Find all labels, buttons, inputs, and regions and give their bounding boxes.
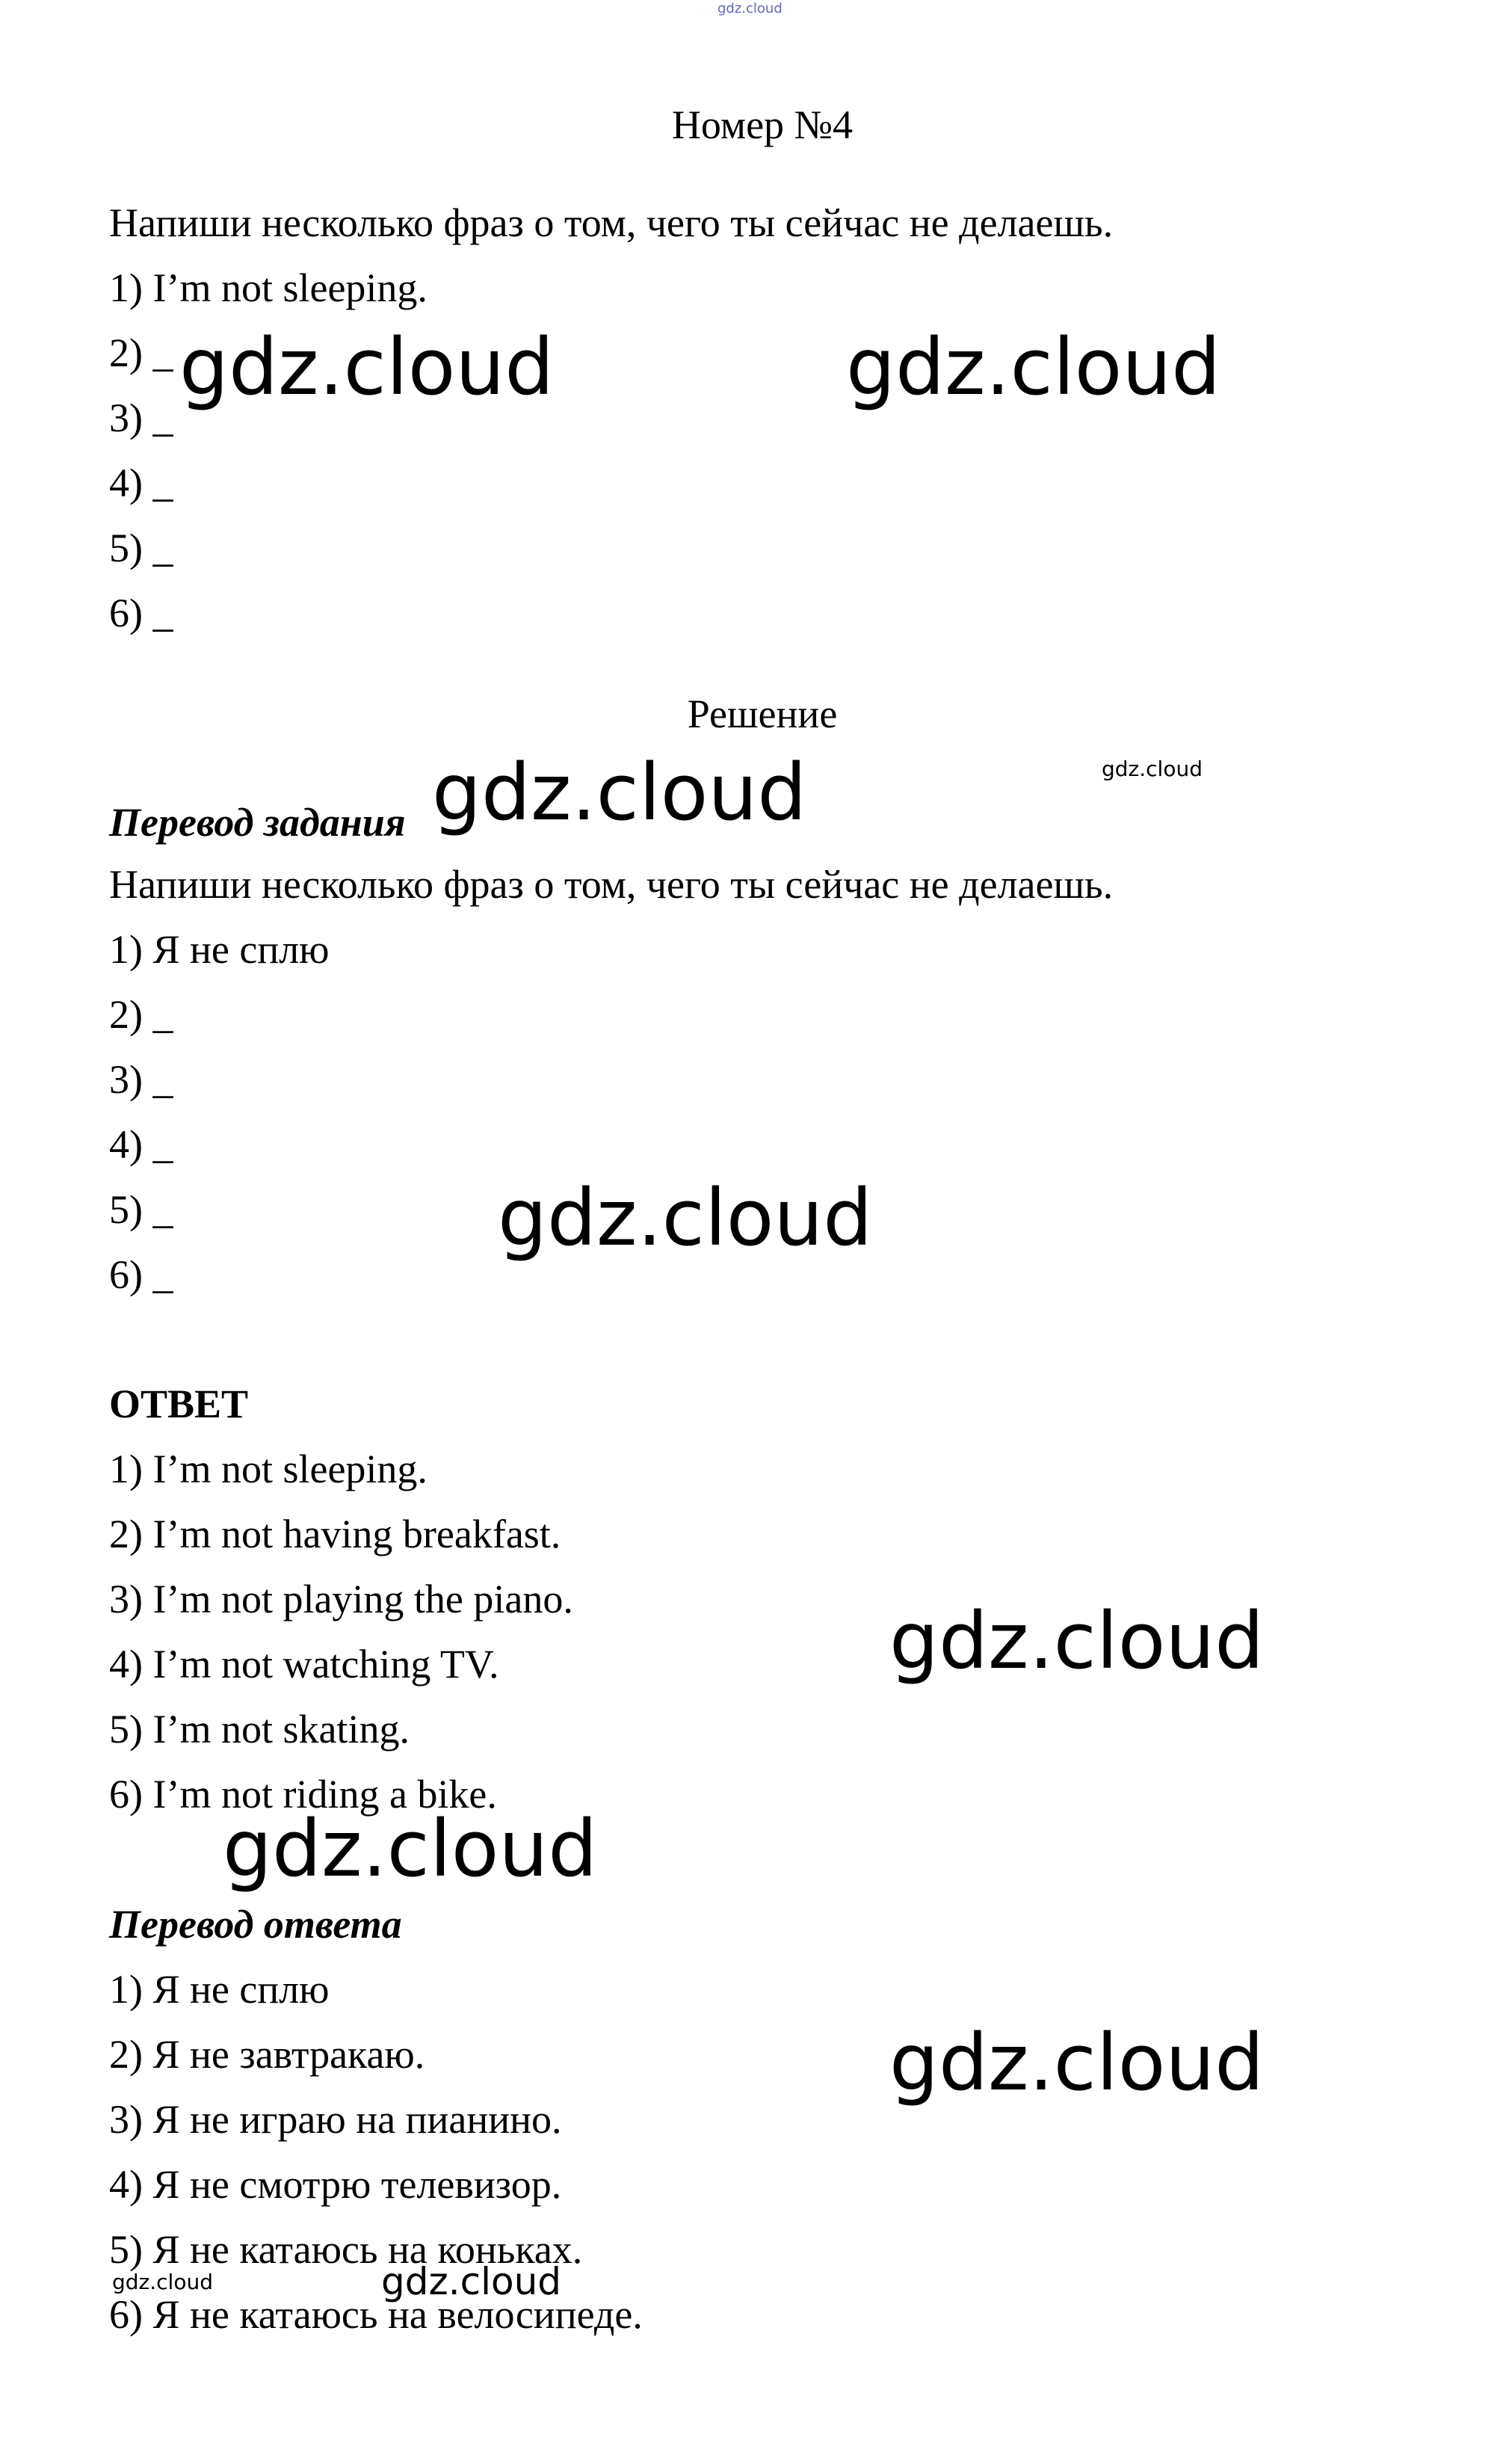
- answer-item-1: 1) I’m not sleeping.: [109, 1447, 428, 1491]
- answer-translation-item-5: 5) Я не катаюсь на коньках.: [109, 2227, 583, 2272]
- answer-item-2: 2) I’m not having breakfast.: [109, 1512, 561, 1556]
- task-item-3: 3) _: [109, 395, 173, 440]
- task-item-4: 4) _: [109, 461, 173, 505]
- answer-translation-item-4: 4) Я не смотрю телевизор.: [109, 2162, 562, 2207]
- translation-item-1: 1) Я не сплю: [109, 927, 330, 972]
- answer-translation-item-2: 2) Я не завтракаю.: [109, 2032, 425, 2077]
- translation-item-3: 3) _: [109, 1057, 173, 1102]
- answer-translation-item-3: 3) Я не играю на пианино.: [109, 2097, 562, 2142]
- watermark-2: gdz.cloud: [846, 321, 1221, 413]
- translation-prompt: Напиши несколько фраз о том, чего ты сейчас не делаешь.: [109, 862, 1114, 907]
- answer-item-5: 5) I’m not skating.: [109, 1707, 410, 1752]
- answer-item-3: 3) I’m not playing the piano.: [109, 1577, 573, 1621]
- answer-item-6: 6) I’m not riding a bike.: [109, 1772, 497, 1817]
- task-item-1: 1) I’m not sleeping.: [109, 265, 428, 310]
- watermark-4: gdz.cloud: [1102, 757, 1203, 781]
- answer-translation-heading: Перевод ответа: [109, 1902, 402, 1947]
- watermark-top: gdz.cloud: [717, 1, 783, 16]
- watermark-8: gdz.cloud: [889, 2017, 1265, 2108]
- task-item-5: 5) _: [109, 526, 173, 570]
- watermark-1: gdz.cloud: [179, 321, 555, 413]
- watermark-6: gdz.cloud: [889, 1595, 1265, 1687]
- task-prompt: Напиши несколько фраз о том, чего ты сейчас не делаешь.: [109, 200, 1114, 245]
- page-title: Номер №4: [671, 102, 854, 147]
- watermark-10: gdz.cloud: [381, 2260, 562, 2303]
- task-item-6: 6) _: [109, 591, 173, 635]
- answer-item-4: 4) I’m not watching TV.: [109, 1642, 499, 1687]
- translation-item-4: 4) _: [109, 1122, 173, 1167]
- watermark-7: gdz.cloud: [223, 1803, 598, 1894]
- solution-heading: Решение: [687, 692, 838, 736]
- watermark-3: gdz.cloud: [432, 747, 807, 838]
- answer-heading: ОТВЕТ: [109, 1382, 249, 1426]
- watermark-5: gdz.cloud: [498, 1172, 873, 1263]
- answer-translation-item-6: 6) Я не катаюсь на велосипеде.: [109, 2292, 643, 2337]
- translation-item-6: 6) _: [109, 1252, 173, 1297]
- translation-heading: Перевод задания: [109, 800, 406, 845]
- translation-item-2: 2) _: [109, 992, 173, 1037]
- translation-item-5: 5) _: [109, 1187, 173, 1232]
- answer-translation-item-1: 1) Я не сплю: [109, 1967, 330, 2012]
- watermark-9: gdz.cloud: [112, 2270, 213, 2294]
- task-item-2: 2) _: [109, 330, 173, 375]
